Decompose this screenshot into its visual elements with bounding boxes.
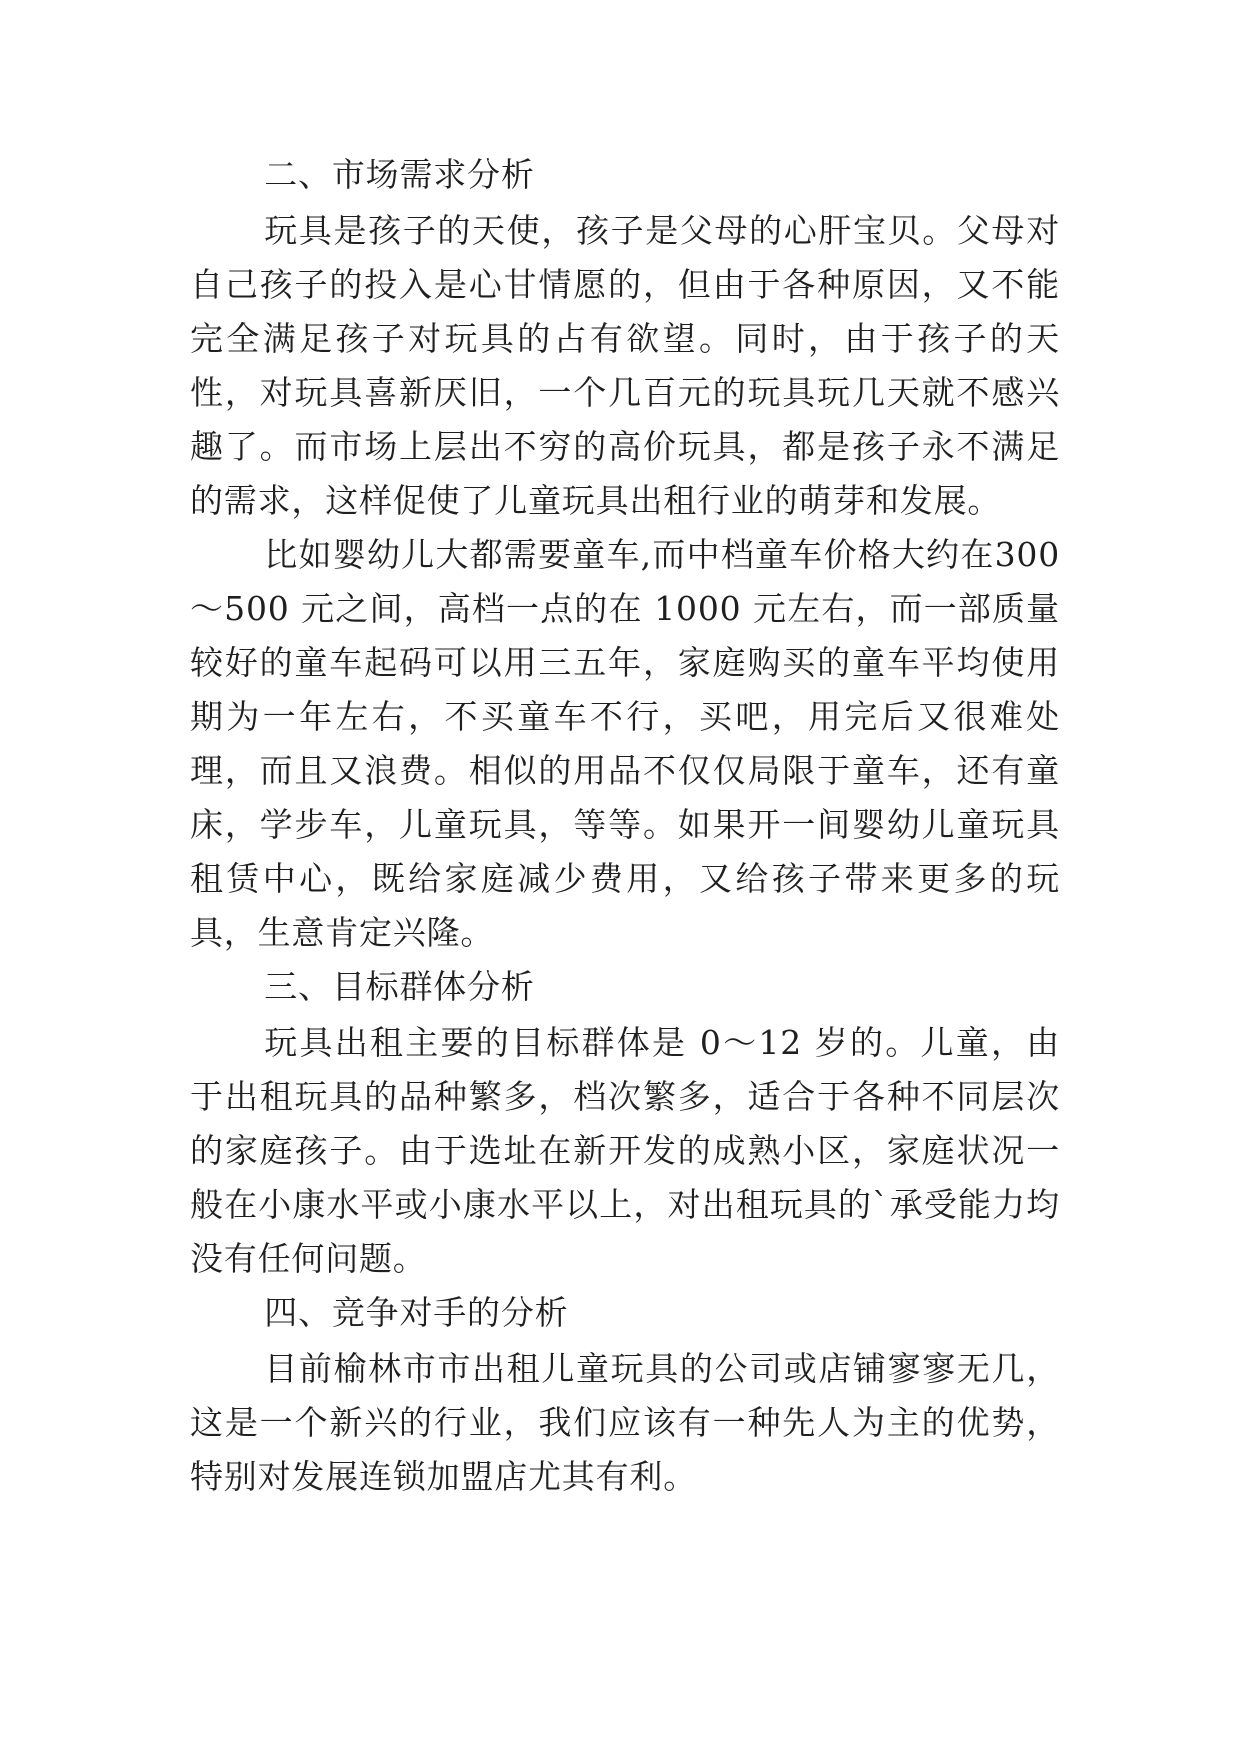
section-heading-market-demand: 二、市场需求分析	[264, 155, 535, 194]
section-heading-competitors: 四、竞争对手的分析	[264, 1293, 569, 1332]
body-paragraph-target-group: 玩具出租主要的目标群体是 0～12 岁的。儿童，由于出租玩具的品种繁多，档次繁多，适合于各种不同层次的家庭孩子。由于选址在新开发的成熟小区，家庭状况一般在小康水平或小康水平以上，对出租玩具的`承受能力均没有任何问题。	[190, 1023, 1060, 1278]
section-heading-target-group: 三、目标群体分析	[264, 967, 535, 1006]
body-paragraph-toys-and-parents: 玩具是孩子的天使，孩子是父母的心肝宝贝。父母对自己孩子的投入是心甘情愿的，但由于各种原因，又不能完全满足孩子对玩具的占有欲望。同时，由于孩子的天性，对玩具喜新厌旧，一个几百元的玩具玩几天就不感兴趣了。而市场上层出不穷的高价玩具，都是孩子永不满足的需求，这样促使了儿童玩具出租行业的萌芽和发展。	[190, 211, 1060, 520]
document-body	[190, 148, 1060, 1504]
body-paragraph-stroller-example: 比如婴幼儿大都需要童车,而中档童车价格大约在300～500 元之间，高档一点的在 1000 元左右，而一部质量较好的童车起码可以用三五年，家庭购买的童车平均使用期为一年左右，不买童车不行，买吧，用完后又很难处理，而且又浪费。相似的用品不仅仅局限于童车，还有童床，学步车，儿童玩具，等等。如果开一间婴幼儿童玩具租赁中心，既给家庭减少费用，又给孩子带来更多的玩具，生意肯定兴隆。	[190, 535, 1060, 952]
body-paragraph-competitors: 目前榆林市市出租儿童玩具的公司或店铺寥寥无几，这是一个新兴的行业，我们应该有一种先人为主的优势，特别对发展连锁加盟店尤其有利。	[190, 1349, 1060, 1496]
